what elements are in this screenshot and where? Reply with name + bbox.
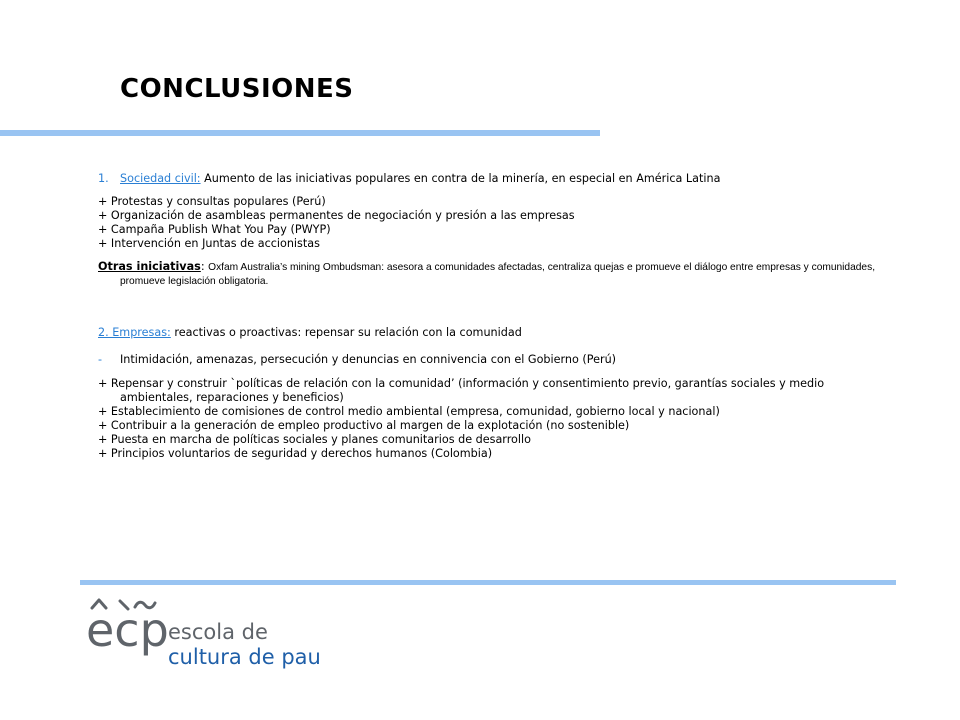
section2-dash-text: Intimidación, amenazas, persecución y denuncias en connivencia con el Gobierno (Perú): [120, 353, 617, 366]
section2-item: + Contribuir a la generación de empleo productivo al margen de la explotación (no sostenible): [98, 419, 630, 432]
ecp-logo: [80, 592, 342, 684]
section1-item: + Protestas y consultas populares (Perú): [98, 195, 326, 208]
page-title: CONCLUSIONES: [120, 74, 354, 104]
section2-heading: 2. Empresas:: [98, 326, 171, 339]
dash-bullet: -: [98, 353, 103, 366]
section1-item: + Campaña Publish What You Pay (PWYP): [98, 223, 331, 236]
logo-line2: cultura de pau: [168, 645, 321, 669]
footer-rule: [80, 580, 896, 585]
logo-line1: escola de: [168, 620, 268, 644]
section1-item: + Organización de asambleas permanentes de negociación y presión a las empresas: [98, 209, 575, 222]
section1-heading: Sociedad civil:: [120, 172, 201, 185]
section2-dash-item: [98, 353, 878, 367]
section2-item: + Repensar y construir `políticas de relación con la comunidad’ (información y consentimiento previo, garantías sociales y medio ambientales, reparaciones y beneficios): [98, 377, 825, 404]
section1-item: + Intervención en Juntas de accionistas: [98, 237, 320, 250]
section1-number: 1.: [98, 172, 109, 185]
otras-iniciativas: [98, 260, 878, 288]
otras-iniciativas-label: Otras iniciativas: [98, 260, 201, 273]
logo-mark: ecp: [86, 603, 169, 657]
section2-item: + Principios voluntarios de seguridad y derechos humanos (Colombia): [98, 447, 493, 460]
otras-iniciativas-colon: :: [200, 260, 209, 273]
conclusions-body: [98, 172, 878, 461]
section2-item: + Puesta en marcha de políticas sociales y planes comunitarios de desarrollo: [98, 433, 531, 446]
section2-text: reactivas o proactivas: repensar su relación con la comunidad: [170, 326, 522, 339]
section2-item: + Establecimiento de comisiones de control medio ambiental (empresa, comunidad, gobierno local y nacional): [98, 405, 720, 418]
section2-heading-line: [98, 326, 878, 340]
otras-iniciativas-text: Oxfam Australia’s mining Ombudsman: asesora a comunidades afectadas, centraliza quejas e promueve el diálogo entre empresas y comunidades, promueve legislación obligatoria.: [120, 262, 876, 287]
section1-text: Aumento de las iniciativas populares en contra de la minería, en especial en América Latina: [200, 172, 721, 185]
title-underline-rule: [0, 130, 600, 136]
section1-heading-line: [98, 172, 878, 186]
